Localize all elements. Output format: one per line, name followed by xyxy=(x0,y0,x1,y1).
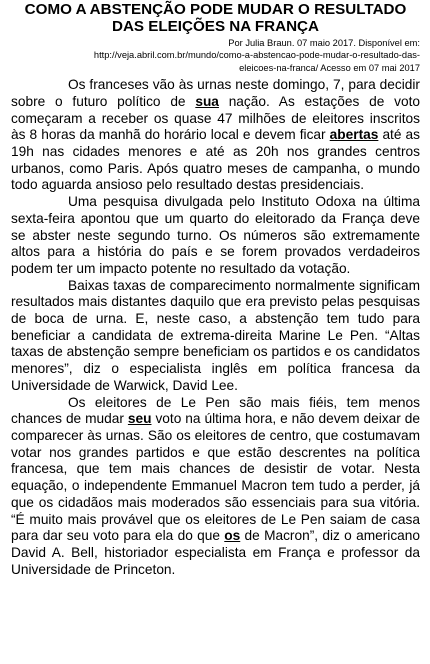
article-title-line-1: COMO A ABSTENÇÃO PODE MUDAR O RESULTADO xyxy=(24,1,407,18)
paragraph-4-text-a: Os eleitores de Le Pen são mais fiéis, tem menos chances de mudar xyxy=(11,394,420,427)
source-url: http://veja.abril.com.br/mundo/como-a-abstencao-pode-mudar-o-resultado-das- xyxy=(93,50,420,61)
article-source xyxy=(11,37,420,74)
highlighted-word-abertas: abertas xyxy=(329,127,379,143)
article-title-line-2: DAS ELEIÇÕES NA FRANÇA xyxy=(111,18,319,35)
highlighted-word-sua: sua xyxy=(195,93,219,109)
paragraph-4-text-b: voto na última hora, e não devem deixar de comparecer às urnas. São os eleitores de centro, que costumavam votar nos grandes partidos e que estão descrentes na política francesa, que tem mais chances de desistir de votar. Nesta equação, o independente Emmanuel Macron tem tudo a perder, já que os cidadãos mais moderados são essenciais para sua vitória. “É muito mais provável que os eleitores de Le Pen saiam de casa para dar seu voto para ela do que xyxy=(11,411,420,544)
highlighted-word-os: os xyxy=(224,528,241,544)
paragraph-1-text-b: nação. As estações de voto começaram a receber os quase 47 milhões de eleitores inscritos às 8 horas da manhã do horário local e devem ficar xyxy=(11,93,420,143)
paragraph-1-text-c: até as 19h nas cidades menores e até as 20h nos grandes centros urbanos, como Paris. Após quatro meses de campanha, o mundo todo aguarda ansioso pelo resultado destas presidenciais. xyxy=(11,127,420,193)
source-author-date: Por Julia Braun. 07 maio 2017. Disponível em: xyxy=(228,38,420,48)
source-access-date: eleicoes-na-franca/ Acesso em 07 mai 2017 xyxy=(239,62,420,73)
paragraph-1-text-a: Os franceses vão às urnas neste domingo, 7, para decidir sobre o futuro político de xyxy=(11,77,420,109)
paragraph-1 xyxy=(11,77,420,194)
paragraph-3: Baixas taxas de comparecimento normalmente significam resultados mais distantes daquilo que era previsto pelas pesquisas de boca de urna. E, neste caso, a abstenção tem tudo para beneficiar a candidata de extrema-direita Marine Le Pen. “Altas taxas de abstenção sempre beneficiam os partidos e os candidatos menores”, diz o especialista inglês em política francesa da Universidade de Warwick, David Lee. xyxy=(11,277,420,393)
highlighted-word-seu: seu xyxy=(127,411,152,427)
paragraph-4 xyxy=(11,395,420,579)
article-title xyxy=(11,1,420,35)
paragraph-2: Uma pesquisa divulgada pelo Instituto Odoxa na última sexta-feira apontou que um quarto do eleitorado da França deve se abster neste segundo turno. Os números são extremamente altos para a história do país e se forem provados verdadeiros podem ter um impacto potente no resultado da votação. xyxy=(11,194,420,276)
article-body xyxy=(11,77,420,578)
paragraph-4-text-c: de Macron”, diz o americano David A. Bell, historiador especialista em França e professor da Universidade de Princeton. xyxy=(11,528,420,577)
